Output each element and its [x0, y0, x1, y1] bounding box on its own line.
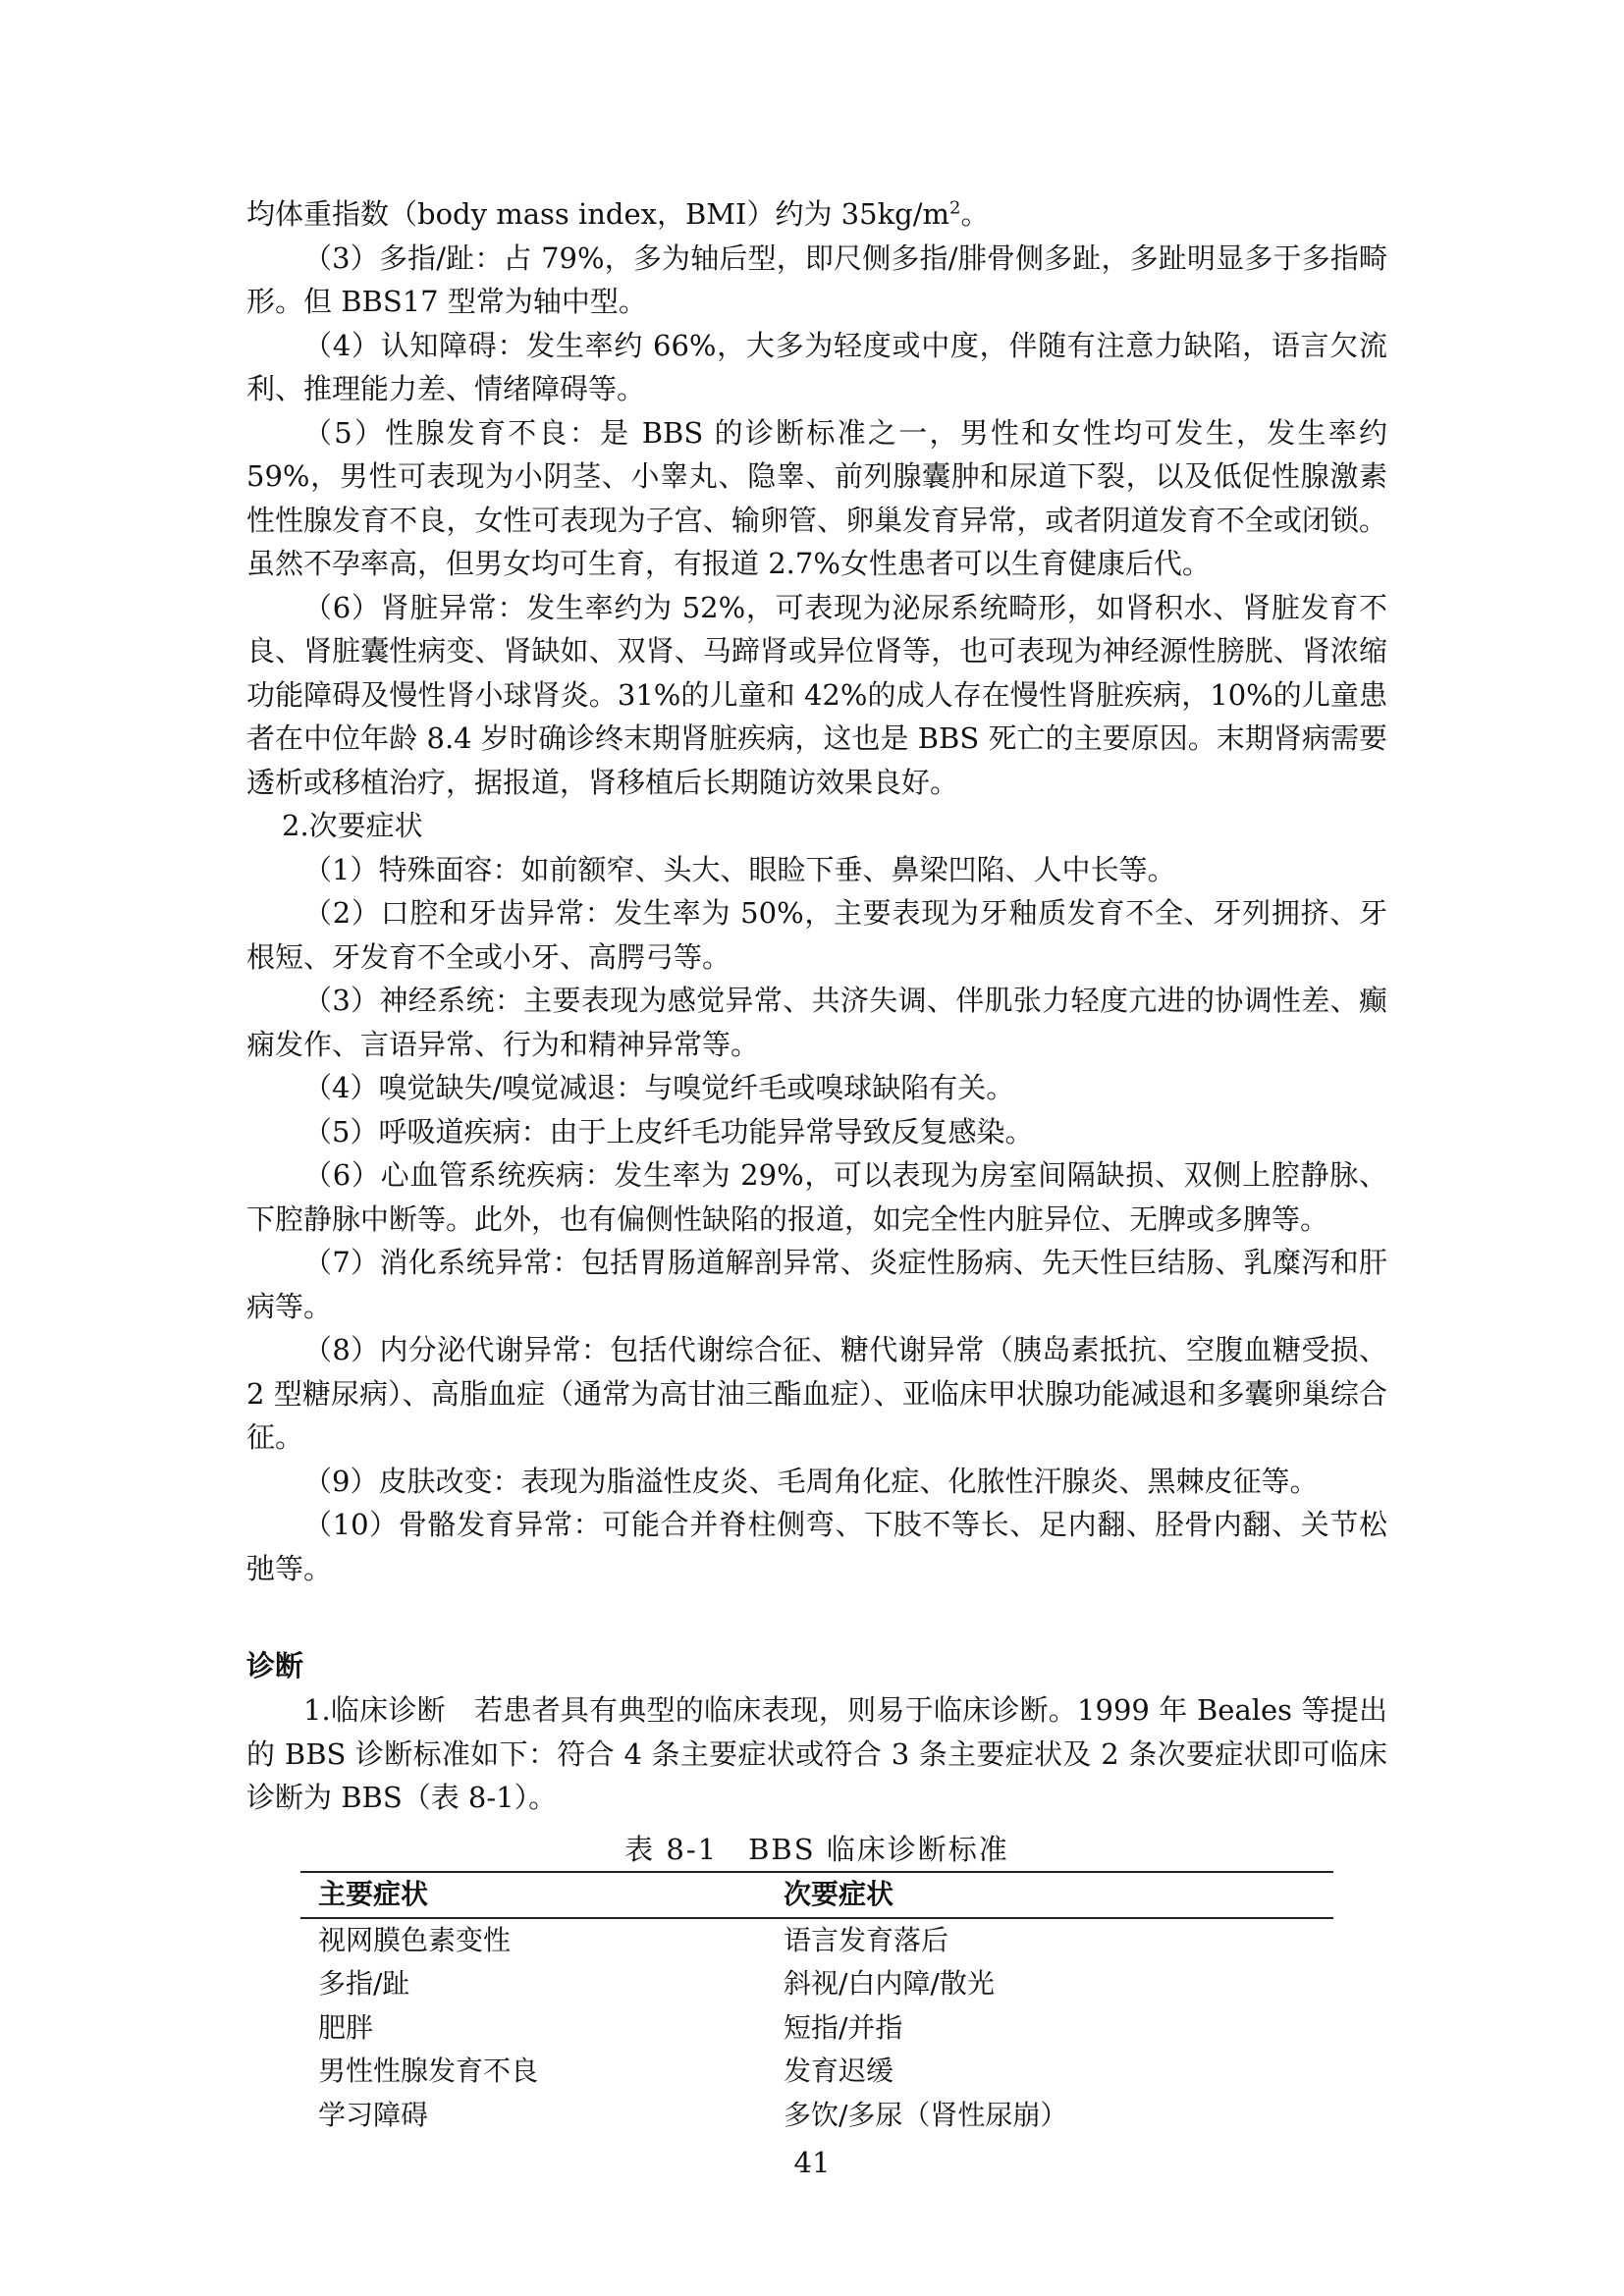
section-title-diagnosis: 诊断 — [246, 1649, 304, 1682]
paragraph-polydactyly: （3）多指/趾：占 79%，多为轴后型，即尺侧多指/腓骨侧多趾，多趾明显多于多指畸形。但 BBS17 型常为轴中型。 — [246, 240, 1387, 318]
paragraph-skeletal: （10）骨骼发育异常：可能合并脊柱侧弯、下肢不等长、足内翻、胫骨内翻、关节松弛等。 — [246, 1508, 1387, 1585]
paragraph-cardio: （6）心血管系统疾病：发生率为 29%，可以表现为房室间隔缺损、双侧上腔静脉、下腔静脉中断等。此外，也有偏侧性缺陷的报道，如完全性内脏异位、无脾或多脾等。 — [246, 1158, 1387, 1236]
paragraph-respiratory: （5）呼吸道疾病：由于上皮纤毛功能异常导致反复感染。 — [303, 1114, 1034, 1148]
paragraph-facial: （1）特殊面容：如前额窄、头大、眼睑下垂、鼻梁凹陷、人中长等。 — [303, 852, 1176, 886]
bmi-superscript: 2 — [948, 197, 961, 219]
paragraph-cognitive: （4）认知障碍：发生率约 66%，大多为轻度或中度，伴随有注意力缺陷，语言欠流利、推理能力差、情绪障碍等。 — [246, 328, 1387, 405]
paragraph-dental: （2）口腔和牙齿异常：发生率为 50%，主要表现为牙釉质发育不全、牙列拥挤、牙根短、牙发育不全或小牙、高腭弓等。 — [246, 896, 1387, 974]
paragraph-anosmia: （4）嗅觉缺失/嗅觉减退：与嗅觉纤毛或嗅球缺陷有关。 — [303, 1071, 1015, 1104]
table-header-row — [300, 1872, 1333, 1918]
table-cell-minor: 短指/并指 — [784, 2010, 903, 2044]
paragraph-digestive: （7）消化系统异常：包括胃肠道解剖异常、炎症性肠病、先天性巨结肠、乳糜泻和肝病等。 — [246, 1246, 1387, 1323]
paragraph-skin: （9）皮肤改变：表现为脂溢性皮炎、毛周角化症、化脓性汗腺炎、黑棘皮征等。 — [303, 1464, 1319, 1498]
table-row — [300, 2006, 1333, 2051]
table-cell-major: 男性性腺发育不良 — [318, 2055, 539, 2087]
paragraph-neuro: （3）神经系统：主要表现为感觉异常、共济失调、伴肌张力轻度亢进的协调性差、癫痫发作、言语异常、行为和精神异常等。 — [246, 984, 1387, 1061]
table-caption: 表 8-1 BBS 临床诊断标准 — [624, 1832, 1009, 1866]
table-row — [300, 2050, 1333, 2094]
table-cell-minor: 发育迟缓 — [784, 2055, 894, 2087]
table-cell-major: 学习障碍 — [318, 2098, 429, 2131]
bmi-text-end: 。 — [960, 197, 990, 231]
table-cell-major: 肥胖 — [318, 2010, 374, 2044]
subheading-minor-symptoms: 2.次要症状 — [282, 809, 423, 842]
table-cell-minor: 语言发育落后 — [784, 1923, 949, 1956]
paragraph-clinical-diagnosis: 1.临床诊断 若患者具有典型的临床表现，则易于临床诊断。1999 年 Beales 等提出的 BBS 诊断标准如下：符合 4 条主要症状或符合 3 条主要症状及 2 条次要症状即可临床诊断为 BBS（表 8-1）。 — [246, 1693, 1387, 1814]
paragraph-endocrine: （8）内分泌代谢异常：包括代谢综合征、糖代谢异常（胰岛素抵抗、空腹血糖受损、2 型糖尿病）、高脂血症（通常为高甘油三酯血症）、亚临床甲状腺功能减退和多囊卵巢综合征。 — [246, 1333, 1387, 1454]
paragraph-bmi — [246, 192, 1387, 237]
table-cell-major: 多指/趾 — [318, 1967, 410, 2000]
page-body — [246, 192, 1387, 2137]
table-cell-major: 视网膜色素变性 — [318, 1923, 512, 1956]
paragraph-renal: （6）肾脏异常：发生率约为 52%，可表现为泌尿系统畸形，如肾积水、肾脏发育不良、肾脏囊性病变、肾缺如、双肾、马蹄肾或异位肾等，也可表现为神经源性膀胱、肾浓缩功能障碍及慢性肾小球肾炎。31%的儿童和 42%的成人存在慢性肾脏疾病，10%的儿童患者在中位年龄 8.4 岁时确诊终末期肾脏疾病，这也是 BBS 死亡的主要原因。末期肾病需要透析或移植治疗，据报道，肾移植后长期随访效果良好。 — [246, 590, 1387, 799]
table-row — [300, 1962, 1333, 2006]
table-header-major: 主要症状 — [300, 1872, 766, 1918]
table-cell-minor: 斜视/白内障/散光 — [784, 1967, 995, 2000]
paragraph-hypogonadism: （5）性腺发育不良：是 BBS 的诊断标准之一，男性和女性均可发生，发生率约 59%，男性可表现为小阴茎、小睾丸、隐睾、前列腺囊肿和尿道下裂，以及低促性腺激素性性腺发育不良，女性可表现为子宫、输卵管、卵巢发育异常，或者阴道发育不全或闭锁。虽然不孕率高，但男女均可生育，有报道 2.7%女性患者可以生育健康后代。 — [246, 415, 1387, 580]
table-row — [300, 1918, 1333, 1963]
diagnosis-table — [300, 1871, 1333, 2137]
table-row — [300, 2094, 1333, 2138]
page-number: 41 — [793, 2146, 831, 2179]
table-header-minor: 次要症状 — [766, 1872, 1333, 1918]
bmi-text: 均体重指数（body mass index，BMI）约为 35kg/m — [246, 197, 949, 231]
table-cell-minor: 多饮/多尿（肾性尿崩） — [784, 2098, 1068, 2131]
